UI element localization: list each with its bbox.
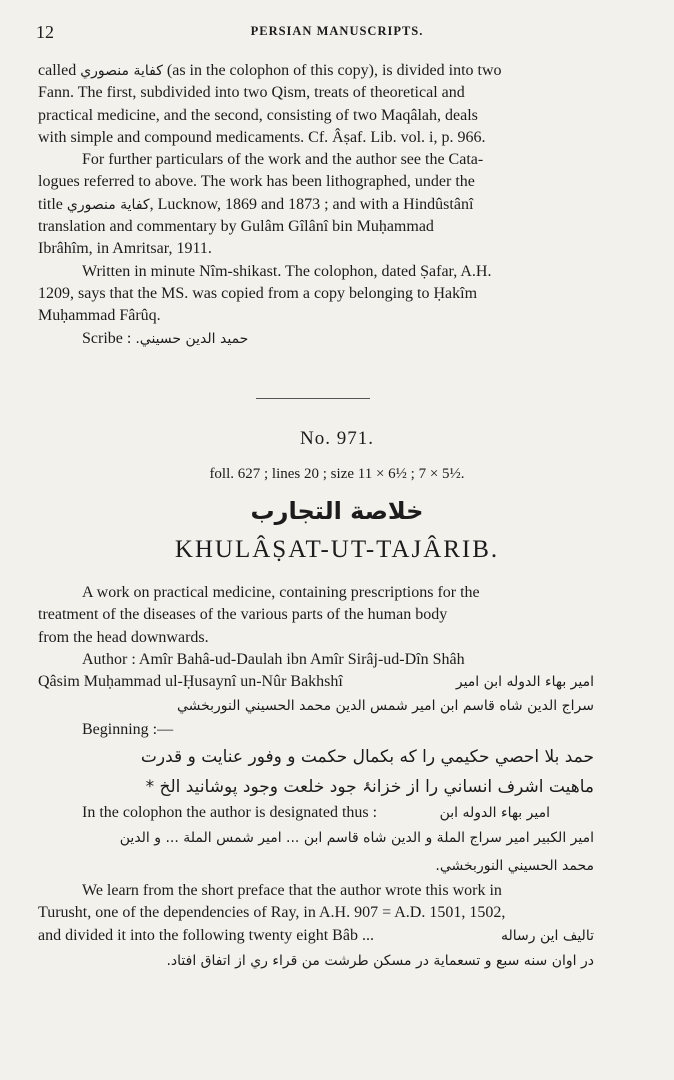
colophon-arabic-line: امير الكبير امير سراج الملة و الدين شاه قاسم ابن ... امير شمس الملة ... و الدين: [119, 830, 594, 847]
beginning-label: Beginning :—: [82, 721, 174, 739]
arabic-inline: كفاية منصوري: [80, 63, 163, 79]
scribe-line: [38, 328, 594, 350]
entry-body: [38, 582, 594, 975]
entry-number: No. 971.: [300, 428, 374, 449]
beginning-arabic-line: ماهيت اشرف انساني را از خزانۂ جود خلعت وجود پوشانيد الخ *: [145, 776, 594, 797]
paragraph-line: Ibrâhîm, in Amritsar, 1911.: [38, 240, 212, 258]
text-span: Qâsim Muḥammad ul-Ḥusaynî un-Nûr Bakhshî: [38, 673, 343, 691]
arabic-title: خلاصة التجارب: [250, 497, 424, 525]
text-span: In the colophon the author is designated thus :: [82, 803, 378, 821]
paragraph-line: practical medicine, and the second, consisting of two Maqâlah, deals: [38, 106, 478, 124]
paragraph-line: Written in minute Nîm-shikast. The colophon, dated Ṣafar, A.H.: [82, 262, 492, 280]
text-span: and divided it into the following twenty eight Bâb ...: [38, 926, 374, 944]
colophon-arabic-line: محمد الحسيني النوربخشي.: [435, 858, 594, 875]
paragraph-line: logues referred to above. The work has been lithographed, under the: [38, 173, 475, 191]
paragraph-line: Fann. The first, subdivided into two Qism, treats of theoretical and: [38, 84, 465, 102]
collation-line: foll. 627 ; lines 20 ; size 11 × 6½ ; 7 × 5½.: [209, 466, 465, 482]
author-line-mixed: [38, 671, 594, 693]
text-span: called: [38, 62, 77, 79]
running-title: PERSIAN MANUSCRIPTS.: [250, 24, 424, 38]
beginning-arabic-line: حمد بلا احصي حكيمي را كه بكمال حكمت و وفور عنايت و قدرت: [140, 746, 594, 767]
paragraph-line: [38, 60, 594, 82]
text-span: title: [38, 195, 63, 213]
preface-arabic-line: در اوان سنه سبع و تسعماية در مسكن طرشت من قراء ري از اتفاق افتاد.: [166, 952, 594, 969]
arabic-inline: امير بهاء الدوله ابن امير: [455, 674, 594, 691]
entry-title: KHULÂṢAT-UT-TAJÂRIB.: [174, 536, 500, 563]
paragraph-line: Turusht, one of the dependencies of Ray, in A.H. 907 = A.D. 1501, 1502,: [38, 904, 506, 922]
author-line: Author : Amîr Bahâ-ud-Daulah ibn Amîr Sirâj-ud-Dîn Shâh: [82, 650, 465, 668]
previous-entry-text: [38, 60, 594, 350]
paragraph-line: [38, 194, 594, 216]
scribe-name-arabic: حميد الدين حسيني.: [135, 330, 249, 347]
paragraph-line: with simple and compound medicaments. Cf. Âṣaf. Lib. vol. i, p. 966.: [38, 128, 486, 146]
scribe-label: Scribe :: [82, 329, 132, 347]
paragraph-line: 1209, says that the MS. was copied from a copy belonging to Ḥakîm: [38, 284, 478, 302]
paragraph-line: We learn from the short preface that the author wrote this work in: [82, 882, 502, 900]
section-divider: [256, 398, 370, 399]
arabic-inline: كفاية منصوري: [66, 196, 150, 213]
paragraph-line: For further particulars of the work and the author see the Cata-: [82, 151, 484, 169]
paragraph-line: from the head downwards.: [38, 628, 209, 646]
author-arabic-line: سراج الدين شاه قاسم ابن امير شمس الدين محمد الحسيني النوربخشي: [176, 698, 594, 715]
paragraph-line: translation and commentary by Gulâm Gîlânî bin Muḥammad: [38, 218, 434, 236]
arabic-inline: تاليف اين رساله: [500, 927, 594, 944]
colophon-line: [38, 802, 594, 824]
text-span: (as in the colophon of this copy), is divided into two: [166, 62, 502, 79]
paragraph-line: Muḥammad Fârûq.: [38, 307, 161, 325]
page-header: [36, 22, 638, 44]
page-number: 12: [36, 22, 54, 42]
paragraph-line-mixed: [38, 925, 594, 947]
text-span: , Lucknow, 1869 and 1873 ; and with a Hindûstânî: [149, 195, 474, 213]
arabic-inline: امير بهاء الدوله ابن: [439, 804, 550, 821]
paragraph-line: A work on practical medicine, containing prescriptions for the: [82, 584, 480, 601]
paragraph-line: treatment of the diseases of the various parts of the human body: [38, 606, 448, 624]
